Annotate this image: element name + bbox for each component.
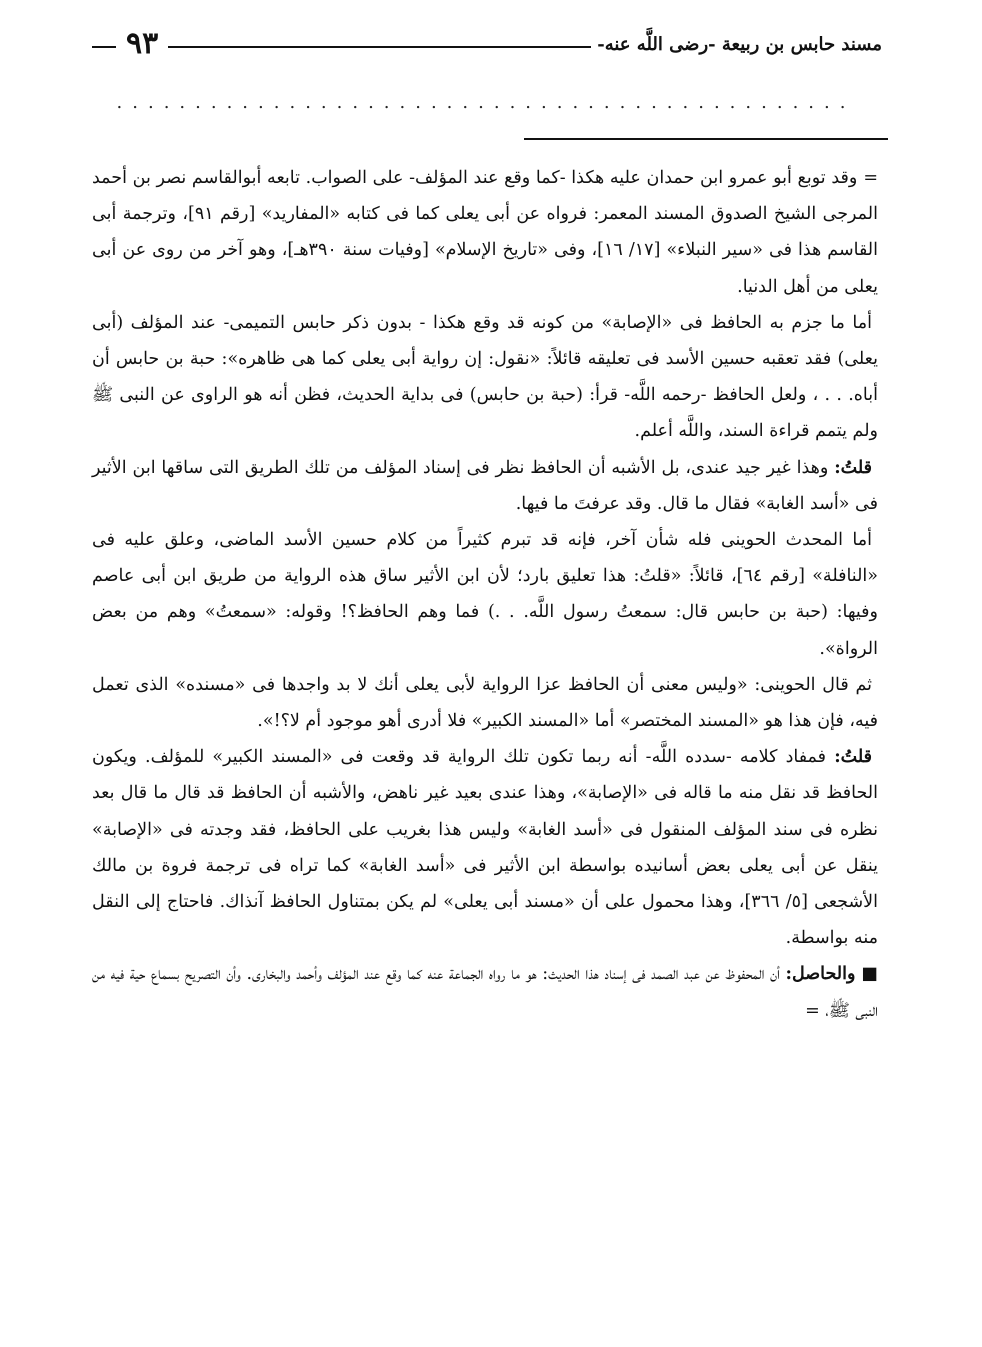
square-bullet-icon: ■ bbox=[861, 964, 878, 985]
paragraph-text: ثم قال الحوينى: «وليس معنى أن الحافظ عزا الرواية لأبى يعلى أنك لا بد واجدها فى «مسنده» الذى تعمل فيه، فإن هذا هو «المسند المختصر» أما «المسند الكبير» فلا أدرى أهو موجود أم لا؟!». bbox=[92, 674, 878, 732]
paragraph-6 bbox=[92, 739, 878, 956]
paragraph-text: فمفاد كلامه -سدده اللَّه- أنه ربما تكون تلك الرواية قد وقعت فى «المسند الكبير» للمؤلف. ويكون الحافظ قد نقل منه ما قاله فى «الإصابة»، وهذا عندى بعيد غير ناهض، والأشبه أن الحافظ قد قال ما قال بعد نظره فى سند المؤلف المنقول فى «أسد الغابة» وليس هذا بغريب على الحافظ، فقد وجدته فى «الإصابة» ينقل عن أبى يعلى بعض أسانيده بواسطة ابن الأثير فى «أسد الغابة» كما تراه فى ترجمة فروة بن مالك الأشجعى [٥/ ٣٦٦]، وهذا محمول على أن «مسند أبى يعلى» لم يكن بمتناول الحافظ آنذاك. فاحتاج إلى النقل منه بواسطة. bbox=[92, 747, 878, 949]
page-number: ٩٣ bbox=[116, 26, 168, 61]
paragraph-2 bbox=[92, 305, 878, 450]
paragraph-lead: والحاصل: bbox=[785, 964, 856, 985]
paragraph-lead: قلتُ: bbox=[834, 747, 872, 768]
paragraph-3 bbox=[92, 450, 878, 522]
paragraph-text: أما ما جزم به الحافظ فى «الإصابة» من كونه قد وقع هكذا - بدون ذكر حابس التميمى- عند المؤلف (أبى يعلى) فقد تعقبه حسين الأسد فى تعليقه قائلاً: «نقول: إن رواية أبى يعلى كما هى ظاهره»: حبة بن حابس أن أباه. . . ، ولعل الحافظ -رحمه اللَّه- قرأ: (حبة بن حابس) فى بداية الحديث، فظن أنه هو الراوى عن النبى ﷺ ولم يتمم قراءة السند، واللَّه أعلم. bbox=[92, 312, 878, 442]
continuation-marker: = bbox=[863, 168, 878, 188]
paragraph-1 bbox=[92, 160, 878, 305]
paragraph-text: أما المحدث الحوينى فله شأن آخر، فإنه قد تبرم كثيراً من كلام حسين الأسد الماضى، وعلق عليه فى «النافلة» [رقم ٦٤]، قائلاً: «قلتُ: هذا تعليق بارد؛ لأن ابن الأثير ساق هذه الرواية من طريق ابن أبى عاصم وفيها: (حبة بن حابس قال: سمعتُ رسول اللَّه. . .) فما وهم الحافظ؟! وقوله: «سمعتُ» وهم من بعض الرواة». bbox=[92, 530, 878, 659]
running-title: مسند حابس بن ربيعة -رضى اللَّه عنه- bbox=[591, 34, 882, 55]
paragraph-text: وقد توبع أبو عمرو ابن حمدان عليه هكذا -كما وقع عند المؤلف- على الصواب. تابعه أبوالقاسم نصر بن أحمد المرجى الشيخ الصدوق المسند المعمر: فرواه عن أبى يعلى كما فى كتابه «المفاريد» [رقم ٩١]، وترجمة أبى القاسم هذا فى «سير النبلاء» [١٧/ ١٦]، وفى «تاريخ الإسلام» [وفيات سنة ٣٩٠هـ]، وهو آخر من روى عن أبى يعلى من أهل الدنيا. bbox=[92, 168, 878, 297]
paragraph-5 bbox=[92, 667, 878, 739]
paragraph-text: أن المحفوظ عن عبد الصمد فى إسناد هذا الحديث: هو ما رواه الجماعة عنه كما وقع عند المؤلف وأحمد والبخارى. وأن التصريح بسماع حية فيه من النبى ﷺ، = bbox=[92, 964, 878, 1021]
paragraph-7 bbox=[92, 956, 878, 1028]
page-header bbox=[92, 22, 882, 72]
footnote-rule bbox=[524, 138, 888, 140]
dotted-separator: ............................................... bbox=[116, 92, 856, 113]
paragraph-4 bbox=[92, 522, 878, 667]
paragraph-lead: قلتُ: bbox=[834, 457, 872, 478]
paragraph-text: وهذا غير جيد عندى، بل الأشبه أن الحافظ نظر فى إسناد المؤلف من تلك الطريق التى ساقها ابن الأثير فى «أسد الغابة» فقال ما قال. وقد عرفتَ ما فيها. bbox=[92, 457, 878, 514]
footnote-body bbox=[92, 160, 878, 1029]
